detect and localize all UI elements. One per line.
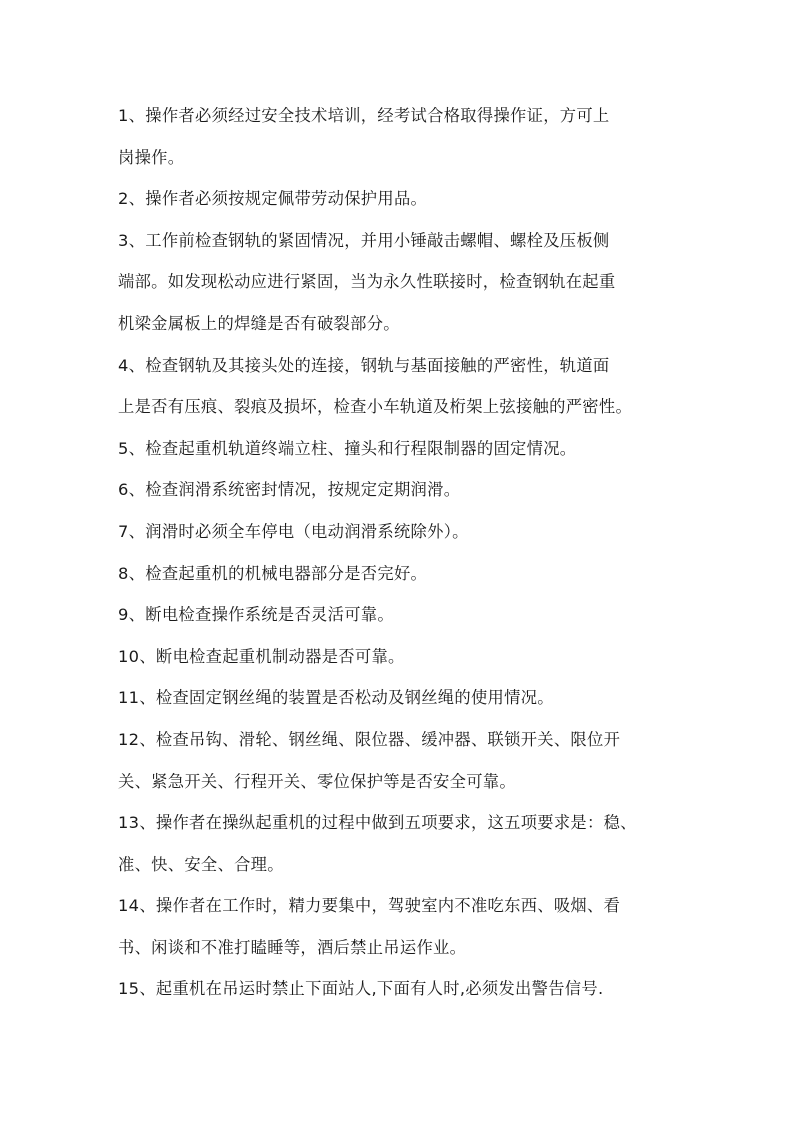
text-line: 12、检查吊钩、滑轮、钢丝绳、限位器、缓冲器、联锁开关、限位开 <box>118 729 621 749</box>
document-body <box>118 95 678 1010</box>
text-line: 岗操作。 <box>118 147 185 167</box>
text-line: 7、润滑时必须全车停电（电动润滑系统除外）。 <box>118 521 469 541</box>
text-line: 5、检查起重机轨道终端立柱、撞头和行程限制器的固定情况。 <box>118 438 577 458</box>
text-line: 关、紧急开关、行程开关、零位保护等是否安全可靠。 <box>118 771 516 791</box>
text-line: 2、操作者必须按规定佩带劳动保护用品。 <box>118 189 428 209</box>
text-line: 13、操作者在操纵起重机的过程中做到五项要求，这五项要求是：稳、 <box>118 813 637 833</box>
text-line: 6、检查润滑系统密封情况，按规定定期润滑。 <box>118 480 461 500</box>
text-line: 8、检查起重机的机械电器部分是否完好。 <box>118 563 428 583</box>
text-line: 机梁金属板上的焊缝是否有破裂部分。 <box>118 313 400 333</box>
text-line: 11、检查固定钢丝绳的装置是否松动及钢丝绳的使用情况。 <box>118 688 554 708</box>
text-line: 10、断电检查起重机制动器是否可靠。 <box>118 646 405 666</box>
text-line: 准、快、安全、合理。 <box>118 854 284 874</box>
text-line: 书、闲谈和不准打瞌睡等，酒后禁止吊运作业。 <box>118 937 467 957</box>
text-line: 15、起重机在吊运时禁止下面站人,下面有人时,必须发出警告信号. <box>118 979 604 999</box>
text-line: 9、断电检查操作系统是否灵活可靠。 <box>118 605 394 625</box>
text-line: 端部。如发现松动应进行紧固，当为永久性联接时，检查钢轨在起重 <box>118 272 616 292</box>
text-line: 1、操作者必须经过安全技术培训，经考试合格取得操作证，方可上 <box>118 106 610 125</box>
text-line: 14、操作者在工作时，精力要集中，驾驶室内不准吃东西、吸烟、看 <box>118 896 621 916</box>
text-line: 3、工作前检查钢轨的紧固情况，并用小锤敲击螺帽、螺栓及压板侧 <box>118 230 610 250</box>
text-line: 上是否有压痕、裂痕及损坏，检查小车轨道及桁架上弦接触的严密性。 <box>118 397 633 417</box>
text-line: 4、检查钢轨及其接头处的连接，钢轨与基面接触的严密性，轨道面 <box>118 355 610 375</box>
